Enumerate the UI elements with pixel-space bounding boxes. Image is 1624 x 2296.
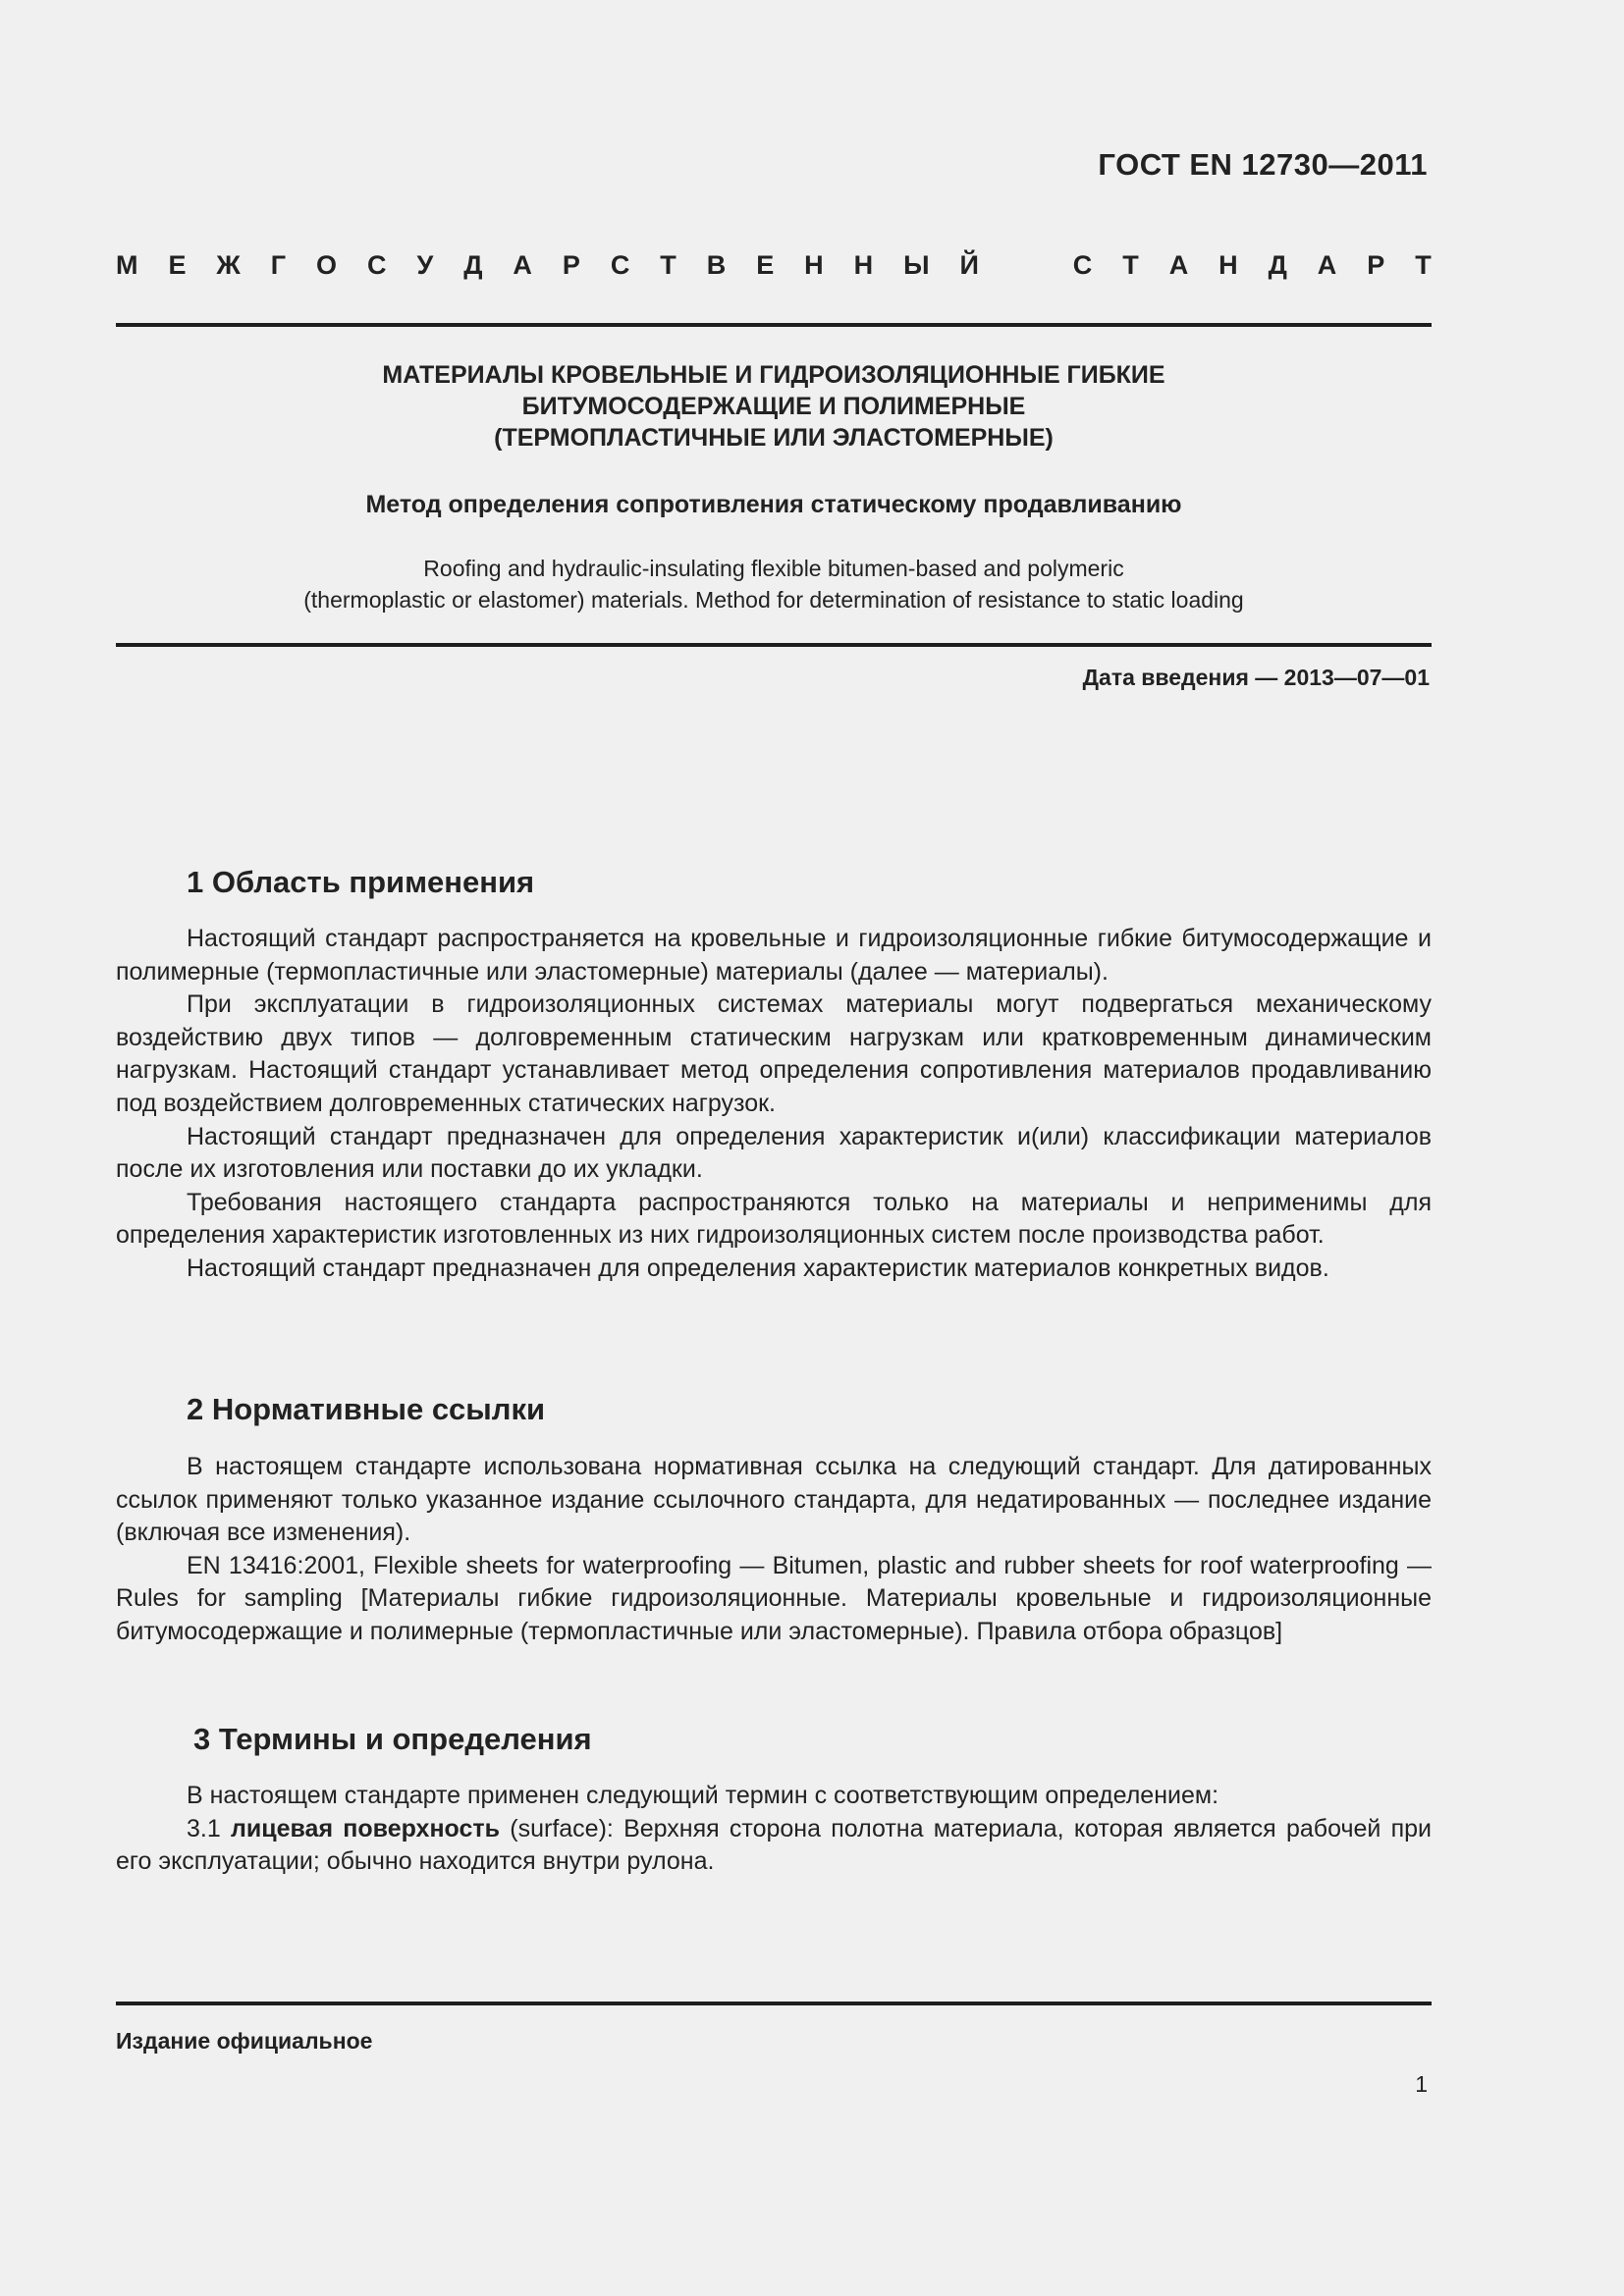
heading-letter: А bbox=[1317, 250, 1337, 280]
heading-letter: С bbox=[1072, 250, 1093, 280]
standard-type-heading bbox=[116, 250, 1432, 281]
heading-letter: О bbox=[316, 250, 338, 280]
heading-letter: Е bbox=[168, 250, 187, 280]
title-ru-line-2: БИТУМОСОДЕРЖАЩИЕ И ПОЛИМЕРНЫЕ bbox=[521, 393, 1026, 420]
introduction-date: Дата введения — 2013—07—01 bbox=[1082, 665, 1430, 690]
heading-letter: Н bbox=[1218, 250, 1238, 280]
heading-letter: У bbox=[416, 250, 434, 280]
heading-letter: Й bbox=[959, 250, 979, 280]
heading-letter: В bbox=[706, 250, 727, 280]
heading-letter: Т bbox=[1415, 250, 1432, 280]
subtitle-ru: Метод определения сопротивления статическому продавливанию bbox=[365, 491, 1182, 518]
page-number: 1 bbox=[1415, 2071, 1428, 2097]
section-2-heading: 2 Нормативные ссылки bbox=[187, 1392, 546, 1426]
heading-letter: Г bbox=[270, 250, 287, 280]
section-1-body bbox=[116, 923, 1432, 1286]
heading-letter: Ы bbox=[903, 250, 930, 280]
term-number: 3.1 bbox=[187, 1814, 231, 1842]
section-3-paragraph-1: В настоящем стандарте применен следующий термин с соответствующим определением: bbox=[187, 1782, 1219, 1809]
section-1-paragraph-3: Настоящий стандарт предназначен для определения характеристик и(или) классификации материалов после их изготовления или поставки до их укладки. bbox=[116, 1122, 1432, 1184]
term-name: лицевая поверхность bbox=[231, 1814, 501, 1842]
heading-letter: Ж bbox=[216, 250, 241, 280]
heading-letter: Т bbox=[1122, 250, 1139, 280]
section-3-heading: 3 Термины и определения bbox=[193, 1722, 592, 1756]
title-divider bbox=[116, 643, 1432, 647]
section-1-paragraph-2: При эксплуатации в гидроизоляционных системах материалы могут подвергаться механическому воздействию двух типов — долговременным статическим нагрузкам или кратковременным динамическим нагрузкам. Настоящий стандарт устанавливает метод определения сопротивления материалов продавливанию под воздействием долговременных статических нагрузок. bbox=[116, 990, 1432, 1117]
title-en-line-1: Roofing and hydraulic-insulating flexible bitumen-based and polymeric bbox=[423, 556, 1124, 581]
heading-letter: Д bbox=[463, 250, 483, 280]
section-2-paragraph-2: EN 13416:2001, Flexible sheets for waterproofing — Bitumen, plastic and rubber sheets for roof waterproofing — Rules for sampling [Материалы гибкие гидроизоляционные. Материалы кровельные и гидроизоляционные битумосодержащие и полимерные (термопластичные или эластомерные). Правила отбора образцов] bbox=[116, 1551, 1432, 1645]
section-3-term-definition bbox=[116, 1813, 1432, 1879]
title-en-line-2: (thermoplastic or elastomer) materials. Method for determination of resistance to static loading bbox=[303, 587, 1244, 613]
heading-letter: Р bbox=[562, 250, 580, 280]
heading-letter: М bbox=[116, 250, 138, 280]
heading-word-gap bbox=[1009, 250, 1043, 281]
section-1-paragraph-1: Настоящий стандарт распространяется на кровельные и гидроизоляционные гибкие битумосодержащие и полимерные (термопластичные или эластомерные) материалы (далее — материалы). bbox=[116, 925, 1432, 986]
title-ru bbox=[116, 359, 1432, 454]
footer-divider bbox=[116, 2002, 1432, 2005]
section-2-body bbox=[116, 1451, 1432, 1649]
title-en bbox=[116, 553, 1432, 615]
title-ru-line-3: (ТЕРМОПЛАСТИЧНЫЕ ИЛИ ЭЛАСТОМЕРНЫЕ) bbox=[494, 424, 1054, 452]
heading-letter: Д bbox=[1268, 250, 1287, 280]
heading-letter: Н bbox=[804, 250, 824, 280]
heading-letter: А bbox=[1168, 250, 1189, 280]
section-3-body bbox=[116, 1780, 1432, 1879]
title-ru-line-1: МАТЕРИАЛЫ КРОВЕЛЬНЫЕ И ГИДРОИЗОЛЯЦИОННЫЕ ГИБКИЕ bbox=[382, 361, 1165, 389]
document-code: ГОСТ EN 12730—2011 bbox=[1098, 147, 1428, 182]
heading-letter: Е bbox=[756, 250, 775, 280]
section-1-paragraph-5: Настоящий стандарт предназначен для определения характеристик материалов конкретных видов. bbox=[187, 1254, 1329, 1282]
heading-letter: Т bbox=[660, 250, 677, 280]
term-text: (surface): Верхняя сторона полотна материала, которая является рабочей при его эксплуатации; обычно находится внутри рулона. bbox=[116, 1814, 1432, 1876]
official-edition-label: Издание официальное bbox=[116, 2028, 373, 2054]
section-2-paragraph-1: В настоящем стандарте использована нормативная ссылка на следующий стандарт. Для датированных ссылок применяют только указанное издание ссылочного стандарта, для недатированных — последнее издание (включая все изменения). bbox=[116, 1453, 1432, 1547]
section-1-paragraph-4: Требования настоящего стандарта распространяются только на материалы и неприменимы для определения характеристик изготовленных из них гидроизоляционных систем после производства работ. bbox=[116, 1188, 1432, 1250]
heading-letter: Р bbox=[1367, 250, 1385, 280]
heading-letter: С bbox=[610, 250, 630, 280]
section-1-heading: 1 Область применения bbox=[187, 865, 535, 899]
heading-letter: Н bbox=[853, 250, 874, 280]
top-divider bbox=[116, 323, 1432, 327]
heading-letter: С bbox=[367, 250, 387, 280]
heading-letter: А bbox=[513, 250, 532, 280]
